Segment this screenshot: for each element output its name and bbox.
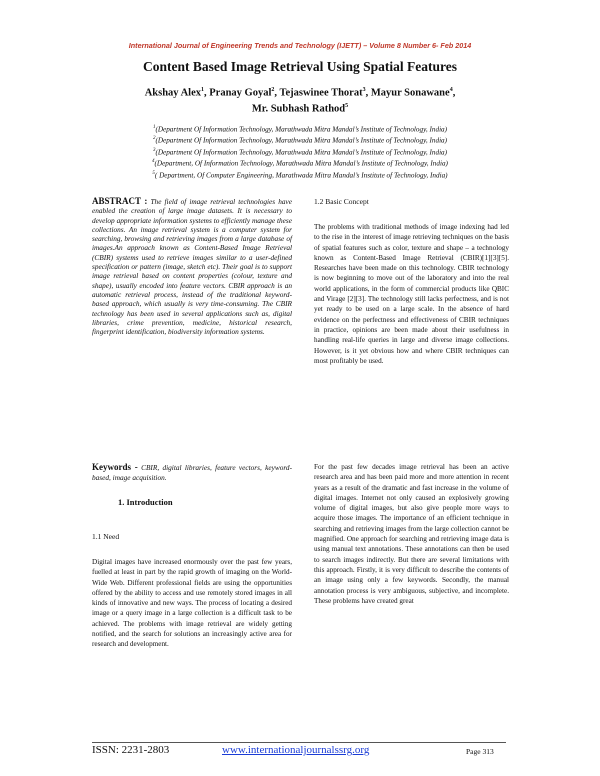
affiliation-sup: 4 <box>152 159 155 165</box>
author-sep: , <box>274 87 280 99</box>
image-retrieval-paragraph: For the past few decades image retrieval has been an active research area and has been paid more and more attention in recent years as a result of the dramatic and fast increase in the volume of digital images. Internet not only caused an explosively growing volume of digital images, but also give people more ways to acquire those images. The importance of an efficient technique in searching and retrieving images from the large collection cannot be magnified. One approach for searching and retrieving image data is using manual text annotations. These annotations can then be used to search images indirectly. But there are several limitations with this approach. Firstly, it is very difficult to describe the contents of an image using only a few keywords. Secondly, the manual annotation process is very ambiguous, subjective, and incomplete. These problems have created great <box>314 463 509 605</box>
footer-issn: ISSN: 2231-2803 <box>92 744 170 756</box>
author-sep: , <box>452 87 456 99</box>
subsection-heading-basic-concept: 1.2 Basic Concept <box>314 197 369 206</box>
paper-title: Content Based Image Retrieval Using Spatial Features <box>143 59 457 74</box>
affiliation-sup: 5 <box>152 170 155 176</box>
abstract <box>92 197 292 336</box>
affiliation-item <box>60 169 540 180</box>
affiliation-text: ( Department, Of Computer Engineering, Marathwada Mitra Mandal’s Institute of Technology, India) <box>154 170 448 179</box>
abstract-label: ABSTRACT : <box>92 196 148 206</box>
abstract-text: The field of image retrieval technologies have enabled the creation of large image datasets. It is necessary to develop appropriate information systems to efficiently manage these collections. An image retrieval system is a computer system for searching, browsing and retrieving images from a large database of images.An approach known as Content-Based Image Retrieval (CBIR) systems used to retrieve images similar to a user-defined specification or pattern (image, sketch etc). Their goal is to support image retrieval based on content properties (colour, texture and shape), usually encoded into feature vectors. CBIR approach is an automatic retrieval process, instead of the traditional keyword-based approach, which usually is very time-consuming. The CBIR technology has been used in several applications such as, digital libraries, crime prevention, medicine, historical research, fingerprint identification, biodiversity information systems. <box>92 197 292 337</box>
affiliation-item <box>60 157 540 168</box>
author-name: Mr. Subhash Rathod <box>251 103 346 114</box>
author-list <box>100 84 500 115</box>
affiliation-sup: 3 <box>152 147 156 153</box>
keywords-text: CBIR, digital libraries, feature vectors, keyword-based, image acquisition. <box>92 463 293 482</box>
author-name: Tejaswinee Thorat <box>279 87 363 99</box>
author-sep: , <box>365 87 371 99</box>
page-number: Page 313 <box>466 747 494 756</box>
author-sup: 4 <box>449 87 453 93</box>
author-sup: 5 <box>345 102 349 109</box>
affiliation-item <box>60 146 540 157</box>
affiliation-text: (Department Of Information Technology, Marathwada Mitra Mandal’s Institute of Technology, India) <box>155 148 448 157</box>
affiliation-item <box>60 134 540 145</box>
journal-header: International Journal of Engineering Trends and Technology (IJETT) – Volume 8 Number 6- Feb 2014 <box>128 41 472 50</box>
affiliation-text: (Department Of Information Technology, Marathwada Mitra Mandal’s Institute of Technology, India) <box>155 125 448 134</box>
affiliation-text: (Department, Of Information Technology, Marathwada Mitra Mandal’s Institute of Technology, India) <box>154 159 448 168</box>
keywords <box>92 462 292 483</box>
affiliation-item <box>60 123 540 134</box>
keywords-label: Keywords - <box>92 462 138 472</box>
author-sup: 3 <box>362 87 366 93</box>
author-sup: 1 <box>201 87 204 93</box>
basic-concept-paragraph: The problems with traditional methods of image indexing had led to the rise in the interest of image retrieving techniques on the basis of spatial features such as color, texture and shape – a technology known as Content-Based Image Retrieval (CBIR)[1][3][5]. Researches have been made on this technology. CBIR technology is now beginning to move out of the laboratory and into the real world applications, in the form of commercial products like QBIC and Virage [2][3]. The technology still lacks perfectness, and is not yet ready to be used on a large scale. In the absence of hard evidence on the perfectness and effectiveness of CBIR techniques in practice, opinions are been made about their usefulness in handling real-life queries in large and diverse image collections. However, is it yet obvious how and where CBIR techniques can most profitably be used. <box>314 223 509 365</box>
need-paragraph: Digital images have increased enormously over the past few years, fuelled at least in part by the rapid growth of imaging on the World-Wide Web. Different professional fields are using the opportunities offered by the ability to access and use remotely stored images in all kinds of innovative and new ways. The process of locating a desired image or a query image in a large collection is a difficult task to be achieved. The problems with image retrieval are widely getting notified, and the search for solutions an increasingly active area for research and development. <box>92 558 292 648</box>
author-sep: , <box>204 87 210 99</box>
author-sup: 2 <box>271 87 275 93</box>
affiliation-text: (Department Of Information Technology, Marathwada Mitra Mandal’s Institute of Technology, India) <box>155 136 448 145</box>
author-name: Mayur Sonawane <box>370 87 450 99</box>
subsection-heading-need: 1.1 Need <box>92 532 120 541</box>
affiliation-sup: 2 <box>152 136 156 142</box>
author-name: Pranay Goyal <box>209 87 272 99</box>
affiliation-list <box>60 123 540 180</box>
footer-url-link[interactable]: www.internationaljournalssrg.org <box>222 744 370 756</box>
author-name: Akshay Alex <box>144 87 201 99</box>
footer-divider <box>92 742 506 743</box>
section-heading-introduction: 1. Introduction <box>118 497 173 507</box>
affiliation-sup: 1 <box>152 125 156 130</box>
